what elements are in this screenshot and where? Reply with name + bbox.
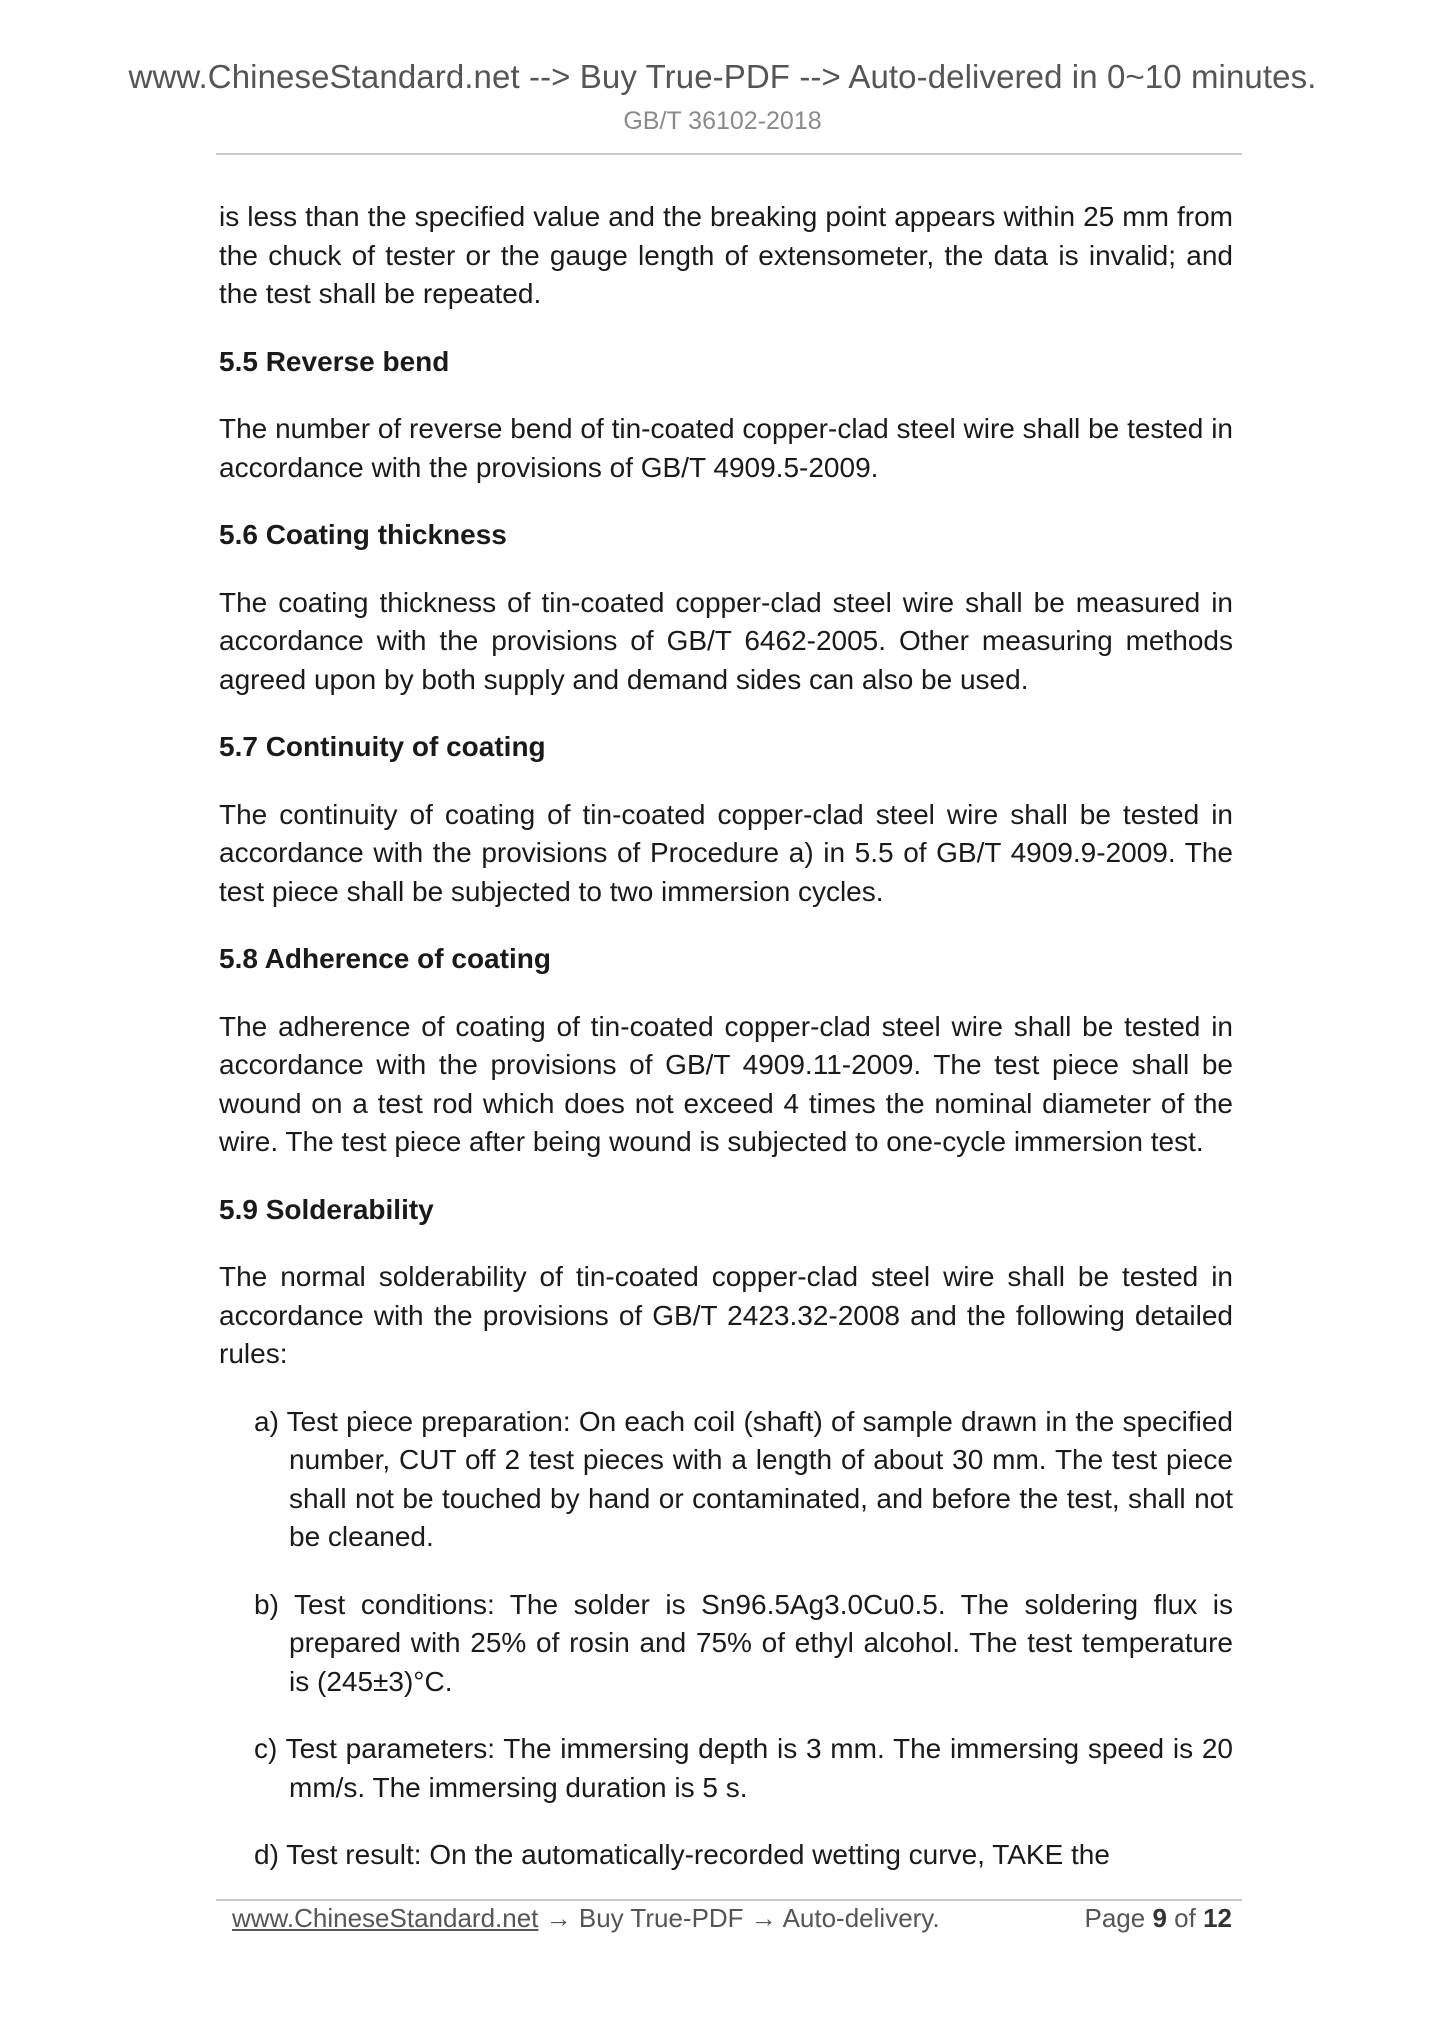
- section-paragraph: The coating thickness of tin-coated copper-clad steel wire shall be measured in accordance with the provisions of GB/T 6462-2005. Other measuring methods agreed upon by both supply and demand sides can also be used.: [219, 586, 1233, 695]
- footer: [232, 1903, 1232, 1943]
- page-indicator: [1084, 1903, 1232, 1934]
- document-body: [219, 198, 1233, 1904]
- header-doc-id: GB/T 36102-2018: [623, 107, 822, 135]
- section-heading: 5.7 Continuity of coating: [219, 731, 546, 762]
- footer-left: [232, 1903, 940, 1934]
- section-paragraph: The number of reverse bend of tin-coated copper-clad steel wire shall be tested in accordance with the provisions of GB/T 4909.5-2009.: [219, 413, 1233, 483]
- section-heading: 5.8 Adherence of coating: [219, 943, 551, 974]
- footer-divider: [216, 1899, 1242, 1901]
- section-paragraph: The continuity of coating of tin-coated copper-clad steel wire shall be tested in accordance with the provisions of Procedure a) in 5.5 of GB/T 4909.9-2009. The test piece shall be subjected to two immersion cycles.: [219, 798, 1233, 907]
- list-item: a) Test piece preparation: On each coil (shaft) of sample drawn in the specified number, CUT off 2 test pieces with a length of about 30 mm. The test piece shall not be touched by hand or contaminated, and before the test, shall not be cleaned.: [254, 1405, 1233, 1552]
- page-label: Page: [1084, 1903, 1146, 1933]
- section-heading: 5.6 Coating thickness: [219, 519, 507, 550]
- of-label: of: [1174, 1903, 1196, 1933]
- section-heading: 5.5 Reverse bend: [219, 345, 450, 377]
- page-total: 12: [1203, 1903, 1232, 1933]
- section-paragraph: The adherence of coating of tin-coated copper-clad steel wire shall be tested in accordance with the provisions of GB/T 4909.11-2009. The test piece shall be wound on a test rod which does not exceed 4 times the nominal diameter of the wire. The test piece after being wound is subjected to one-cycle immersion test.: [219, 1010, 1233, 1157]
- page-number: 9: [1152, 1903, 1167, 1933]
- footer-trail: → Buy True-PDF → Auto-delivery.: [538, 1903, 940, 1933]
- section-paragraph: The normal solderability of tin-coated copper-clad steel wire shall be tested in accordance with the provisions of GB/T 2423.32-2008 and the following detailed rules:: [219, 1261, 1233, 1369]
- header-divider: [216, 153, 1242, 155]
- list-item: d) Test result: On the automatically-recorded wetting curve, TAKE the: [254, 1839, 1110, 1870]
- list-item: c) Test parameters: The immersing depth is 3 mm. The immersing speed is 20 mm/s. The immersing duration is 5 s.: [254, 1733, 1233, 1803]
- footer-site-link[interactable]: www.ChineseStandard.net: [232, 1903, 539, 1933]
- section-heading: 5.9 Solderability: [219, 1193, 434, 1225]
- intro-paragraph: is less than the specified value and the breaking point appears within 25 mm from the chuck of tester or the gauge length of extensometer, the data is invalid; and the test shall be repeated.: [219, 201, 1233, 309]
- header-link[interactable]: www.ChineseStandard.net --> Buy True-PDF --> Auto-delivered in 0~10 minutes.: [128, 58, 1317, 95]
- list-item: b) Test conditions: The solder is Sn96.5Ag3.0Cu0.5. The soldering flux is prepared with 25% of rosin and 75% of ethyl alcohol. The test temperature is (245±3)°C.: [254, 1588, 1233, 1697]
